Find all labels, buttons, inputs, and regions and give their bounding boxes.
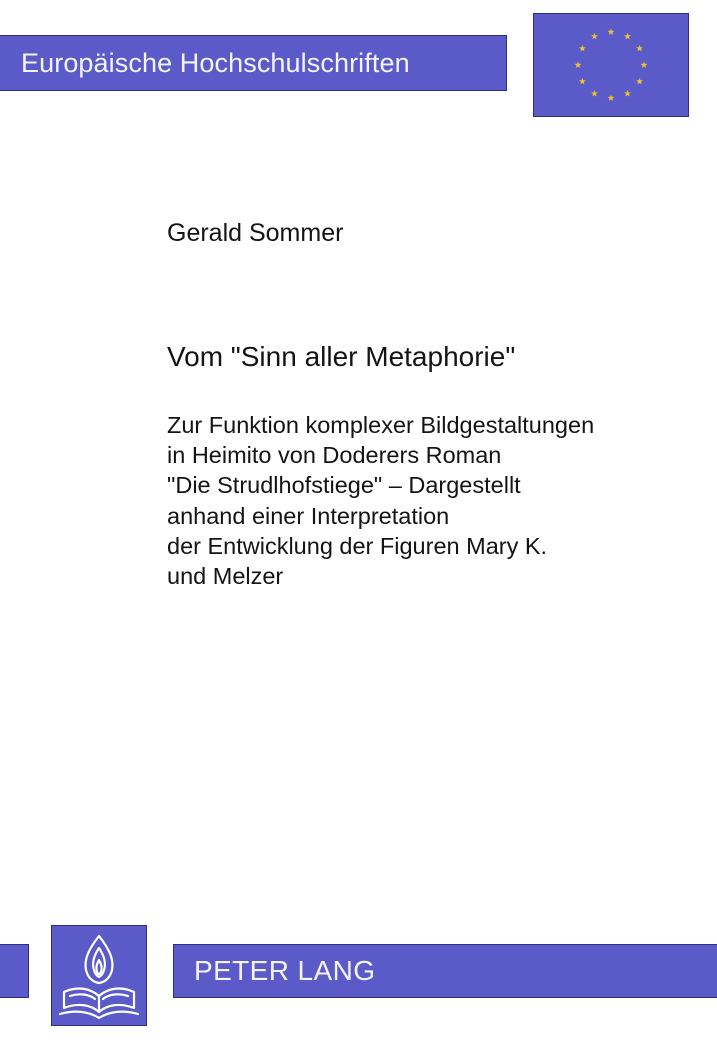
star-icon — [636, 78, 643, 85]
eu-flag-icon — [533, 13, 689, 117]
star-icon — [579, 78, 586, 85]
subtitle-line: Zur Funktion komplexer Bildgestaltungen — [167, 412, 595, 438]
star-icon — [591, 90, 598, 97]
subtitle-line: der Entwicklung der Figuren Mary K. — [167, 532, 548, 559]
star-icon — [636, 45, 643, 52]
flame-book-icon — [52, 926, 146, 1025]
star-icon — [608, 94, 615, 101]
book-subtitle — [167, 410, 594, 591]
book-title: Vom "Sinn aller Metaphorie" — [167, 341, 516, 372]
publisher-band — [173, 944, 717, 998]
star-icon — [641, 61, 648, 68]
peter-lang-flame-book-logo-icon — [51, 925, 147, 1026]
star-icon — [624, 33, 631, 40]
star-icon — [624, 90, 631, 97]
eu-stars — [534, 14, 688, 116]
subtitle-line: und Melzer — [167, 563, 284, 590]
subtitle-line: in Heimito von Doderers Roman — [167, 442, 502, 469]
star-icon — [575, 61, 582, 68]
publisher-name: PETER LANG — [194, 955, 376, 986]
series-band — [0, 35, 507, 91]
subtitle-line: "Die Strudlhofstiege" – Dargestellt — [167, 472, 521, 499]
series-title: Europäische Hochschulschriften — [21, 48, 410, 78]
subtitle-line: anhand einer Interpretation — [167, 502, 450, 529]
footer-band-stub — [0, 944, 29, 998]
author-name: Gerald Sommer — [167, 219, 344, 247]
star-icon — [591, 33, 598, 40]
star-icon — [579, 45, 586, 52]
star-icon — [608, 28, 615, 35]
